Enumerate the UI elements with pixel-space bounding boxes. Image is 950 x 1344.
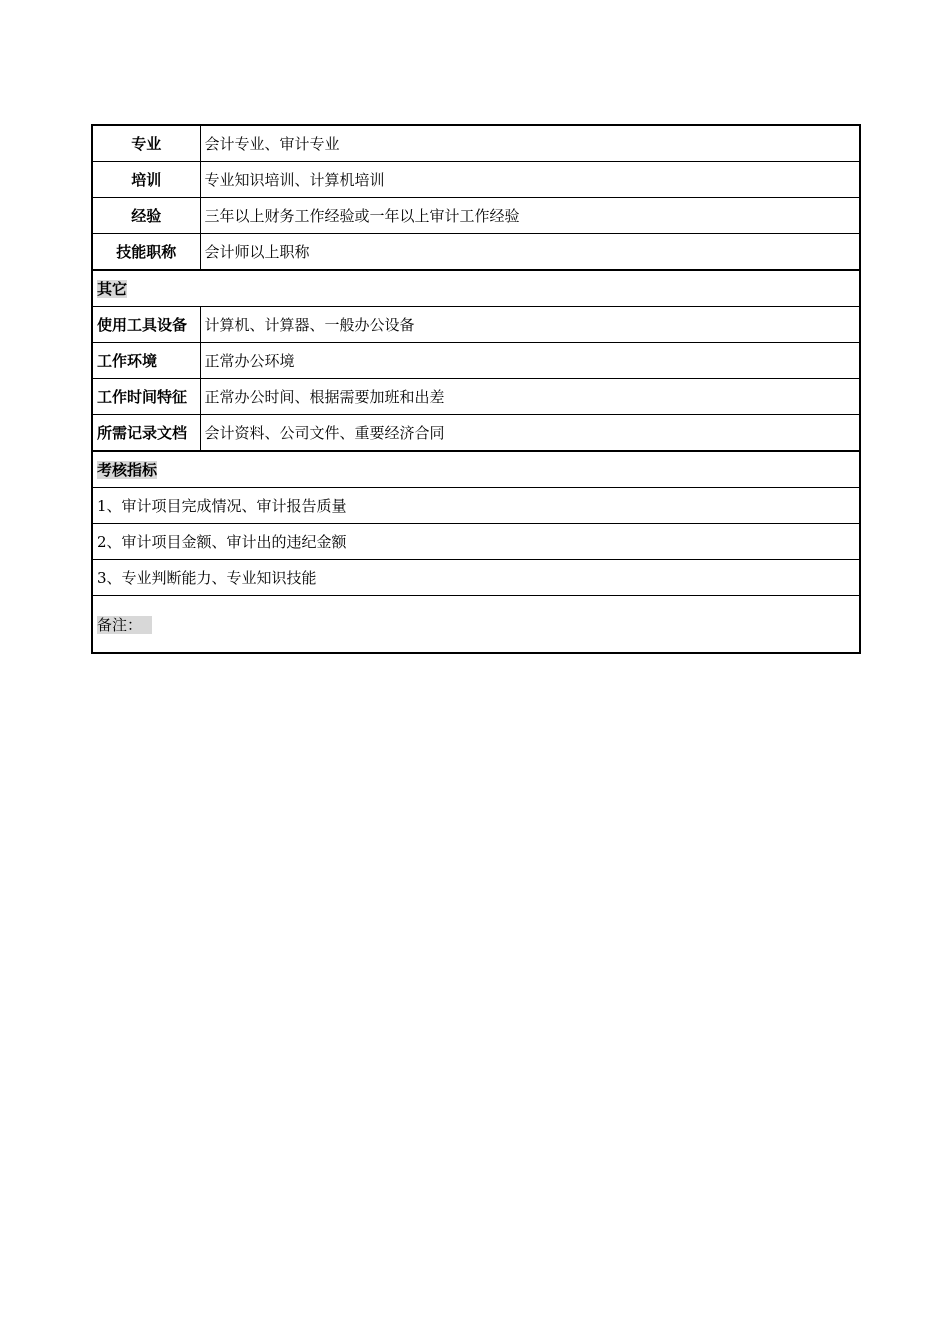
assessment-item: 3、专业判断能力、专业知识技能 xyxy=(92,560,860,596)
requirement-row-major xyxy=(92,125,860,162)
requirement-label: 专业 xyxy=(92,125,200,162)
other-section-header xyxy=(92,270,860,307)
other-label: 工作时间特征 xyxy=(92,379,200,415)
requirement-value: 会计专业、审计专业 xyxy=(200,125,860,162)
assessment-item: 1、审计项目完成情况、审计报告质量 xyxy=(92,488,860,524)
other-value: 会计资料、公司文件、重要经济合同 xyxy=(200,415,860,452)
requirement-row-title xyxy=(92,234,860,271)
other-value: 正常办公环境 xyxy=(200,343,860,379)
other-row-environment xyxy=(92,343,860,379)
requirement-label: 技能职称 xyxy=(92,234,200,271)
assessment-item: 2、审计项目金额、审计出的违纪金额 xyxy=(92,524,860,560)
remarks-row xyxy=(92,596,860,654)
other-row-tools xyxy=(92,307,860,343)
requirement-row-training xyxy=(92,162,860,198)
requirement-row-experience xyxy=(92,198,860,234)
other-value: 计算机、计算器、一般办公设备 xyxy=(200,307,860,343)
requirement-value: 三年以上财务工作经验或一年以上审计工作经验 xyxy=(200,198,860,234)
requirement-label: 经验 xyxy=(92,198,200,234)
assessment-heading: 考核指标 xyxy=(97,461,158,479)
other-label: 所需记录文档 xyxy=(92,415,200,452)
assessment-item-row xyxy=(92,524,860,560)
other-row-work-time xyxy=(92,379,860,415)
requirement-label: 培训 xyxy=(92,162,200,198)
job-description-table xyxy=(91,124,861,654)
other-label: 使用工具设备 xyxy=(92,307,200,343)
assessment-item-row xyxy=(92,560,860,596)
remarks-label: 备注： xyxy=(97,615,143,634)
other-row-documents xyxy=(92,415,860,452)
requirement-value: 专业知识培训、计算机培训 xyxy=(200,162,860,198)
requirement-value: 会计师以上职称 xyxy=(200,234,860,271)
other-value: 正常办公时间、根据需要加班和出差 xyxy=(200,379,860,415)
other-label: 工作环境 xyxy=(92,343,200,379)
assessment-section-header xyxy=(92,451,860,488)
other-heading: 其它 xyxy=(97,280,128,298)
assessment-item-row xyxy=(92,488,860,524)
